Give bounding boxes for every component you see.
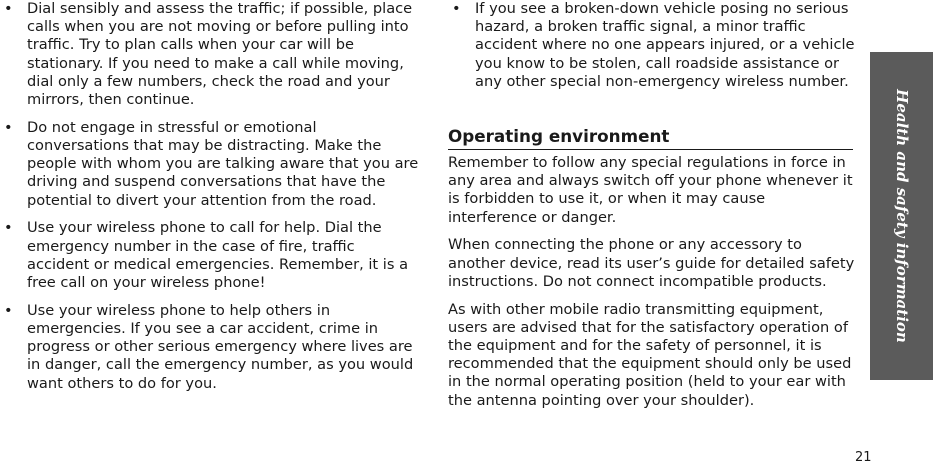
bullet-glyph: • <box>4 219 13 237</box>
bullet-glyph: • <box>4 0 13 17</box>
chapter-tab-label: Health and safety information <box>892 89 911 343</box>
bullet-glyph: • <box>4 118 13 136</box>
section-heading: Operating environment <box>448 126 670 146</box>
paragraph: When connecting the phone or any accessory to another device, read its user’s guide for detailed safety instructions. Do not connect incompatible products. <box>448 236 855 290</box>
heading-rule <box>448 149 853 150</box>
right-bullet-list <box>448 0 858 101</box>
page-number: 21 <box>855 450 872 465</box>
paragraph: As with other mobile radio transmitting equipment, users are advised that for the satisfactory operation of the equipment and for the safety of personnel, it is recommended that the equipment should only be used in the normal operating position (held to your ear with the antenna pointing over your shoulder). <box>448 300 852 409</box>
bullet-text: Dial sensibly and assess the traffic; if possible, place calls when you are not moving or before pulling into traffic. Try to plan calls when your car will be stationary. If you need to make a call while moving, dial only a few numbers, check the road and your mirrors, then continue. <box>27 0 413 109</box>
list-item <box>0 119 420 210</box>
list-item <box>448 0 858 91</box>
bullet-text: Use your wireless phone to help others in emergencies. If you see a car accident, crime in progress or other serious emergency where lives are in danger, call the emergency number, as you would want others to do for you. <box>27 301 414 392</box>
list-item <box>0 302 420 393</box>
list-item <box>0 219 420 292</box>
list-item <box>0 0 420 109</box>
left-bullet-list <box>0 0 420 402</box>
section-body <box>448 154 858 419</box>
bullet-text: If you see a broken-down vehicle posing no serious hazard, a broken traffic signal, a minor traffic accident where no one appears injured, or a vehicle you know to be stolen, call roadside assistance or any other special non-emergency wireless number. <box>475 0 855 90</box>
bullet-text: Do not engage in stressful or emotional conversations that may be distracting. Make the people with whom you are talking aware that you are driving and suspend conversations that have the potential to divert your attention from the road. <box>27 118 419 209</box>
bullet-glyph: • <box>452 0 461 17</box>
bullet-glyph: • <box>4 301 13 319</box>
paragraph: Remember to follow any special regulations in force in any area and always switch off your phone whenever it is forbidden to use it, or when it may cause interference or danger. <box>448 154 853 226</box>
chapter-side-tab <box>870 52 933 380</box>
bullet-text: Use your wireless phone to call for help. Dial the emergency number in the case of fire, traffic accident or medical emergencies. Remember, it is a free call on your wireless phone! <box>27 219 409 292</box>
